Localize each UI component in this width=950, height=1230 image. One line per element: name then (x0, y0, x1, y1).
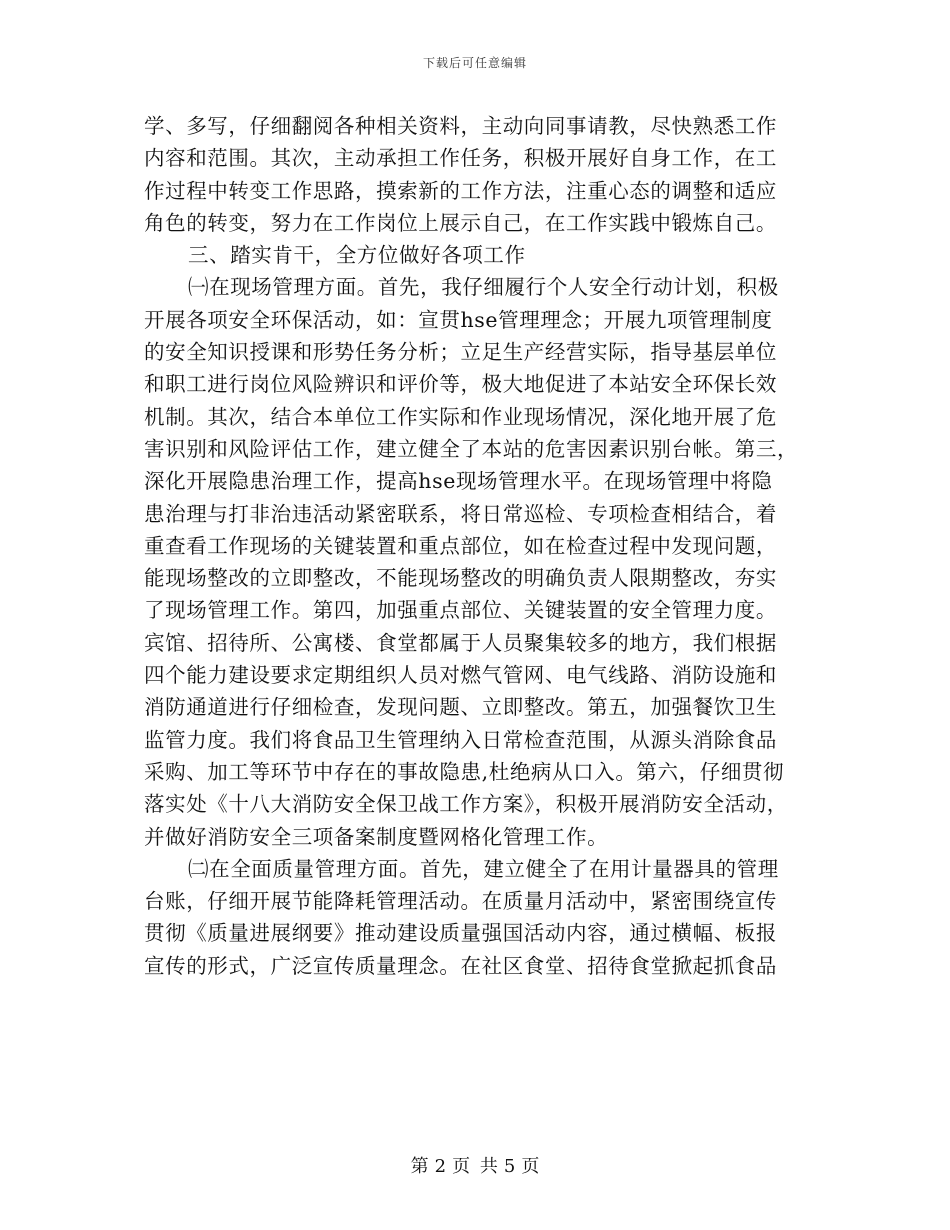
body-line: 消防通道进行仔细检查，发现问题、立即整改。第五，加强餐饮卫生 (144, 695, 777, 720)
body-line: 角色的转变，努力在工作岗位上展示自己，在工作实践中锻炼自己。 (144, 210, 777, 235)
footer-prefix: 第 (410, 1156, 429, 1177)
page-footer (0, 1152, 950, 1178)
body-line: 机制。其次，结合本单位工作实际和作业现场情况，深化地开展了危 (144, 404, 777, 429)
body-line: 宣传的形式，广泛宣传质量理念。在社区食堂、招待食堂掀起抓食品 (144, 953, 777, 978)
body-line: 了现场管理工作。第四，加强重点部位、关键装置的安全管理力度。 (144, 598, 777, 623)
body-line: 学、多写，仔细翻阅各种相关资料，主动向同事请教，尽快熟悉工作 (144, 114, 777, 138)
document-body (144, 110, 804, 982)
body-line: 深化开展隐患治理工作，提高hse现场管理水平。在现场管理中将隐 (144, 469, 773, 494)
page-number: 2 (434, 1156, 447, 1177)
paragraph-first-line: ㈡在全面质量管理方面。首先，建立健全了在用计量器具的管理 (188, 856, 779, 881)
body-line: 宾馆、招待所、公寓楼、食堂都属于人员聚集较多的地方，我们根据 (144, 630, 777, 655)
body-line: 台账，仔细开展节能降耗管理活动。在质量月活动中，紧密围绕宣传 (144, 889, 777, 914)
body-line: 能现场整改的立即整改，不能现场整改的明确负责人限期整改，夯实 (144, 566, 777, 591)
footer-mid: 页 共 (452, 1156, 498, 1177)
body-line: 内容和范围。其次，主动承担工作任务，积极开展好自身工作，在工 (144, 146, 777, 171)
body-line: 重查看工作现场的关键装置和重点部位，如在检查过程中发现问题， (144, 533, 777, 558)
body-line: 开展各项安全环保活动，如：宣贯hse管理理念；开展九项管理制度 (144, 307, 773, 332)
body-line: 的安全知识授课和形势任务分析；立足生产经营实际，指导基层单位 (144, 340, 777, 365)
footer-suffix: 页 (521, 1156, 540, 1177)
section-heading: 三、踏实肯干，全方位做好各项工作 (188, 243, 526, 268)
total-pages: 5 (503, 1156, 516, 1177)
body-line: 和职工进行岗位风险辨识和评价等，极大地促进了本站安全环保长效 (144, 372, 777, 397)
body-line: 落实处《十八大消防安全保卫战工作方案》，积极开展消防安全活动， (144, 792, 788, 817)
paragraph-first-line: ㈠在现场管理方面。首先，我仔细履行个人安全行动计划，积极 (188, 275, 779, 300)
body-line: 作过程中转变工作思路，摸索新的工作方法，注重心态的调整和适应 (144, 178, 777, 203)
page-header: 下载后可任意编辑 (422, 56, 527, 70)
body-line: 患治理与打非治违活动紧密联系，将日常巡检、专项检查相结合，着 (144, 501, 777, 526)
body-line: 四个能力建设要求定期组织人员对燃气管网、电气线路、消防设施和 (144, 663, 777, 688)
body-line: 贯彻《质量进展纲要》推动建设质量强国活动内容，通过横幅、板报 (144, 921, 777, 946)
body-line: 监管力度。我们将食品卫生管理纳入日常检查范围，从源头消除食品 (144, 727, 777, 752)
body-line: 并做好消防安全三项备案制度暨网格化管理工作。 (144, 824, 609, 849)
body-line: 采购、加工等环节中存在的事故隐患,杜绝病从口入。第六，仔细贯彻 (144, 759, 785, 784)
body-line: 害识别和风险评估工作，建立健全了本站的危害因素识别台帐。第三， (144, 436, 799, 461)
